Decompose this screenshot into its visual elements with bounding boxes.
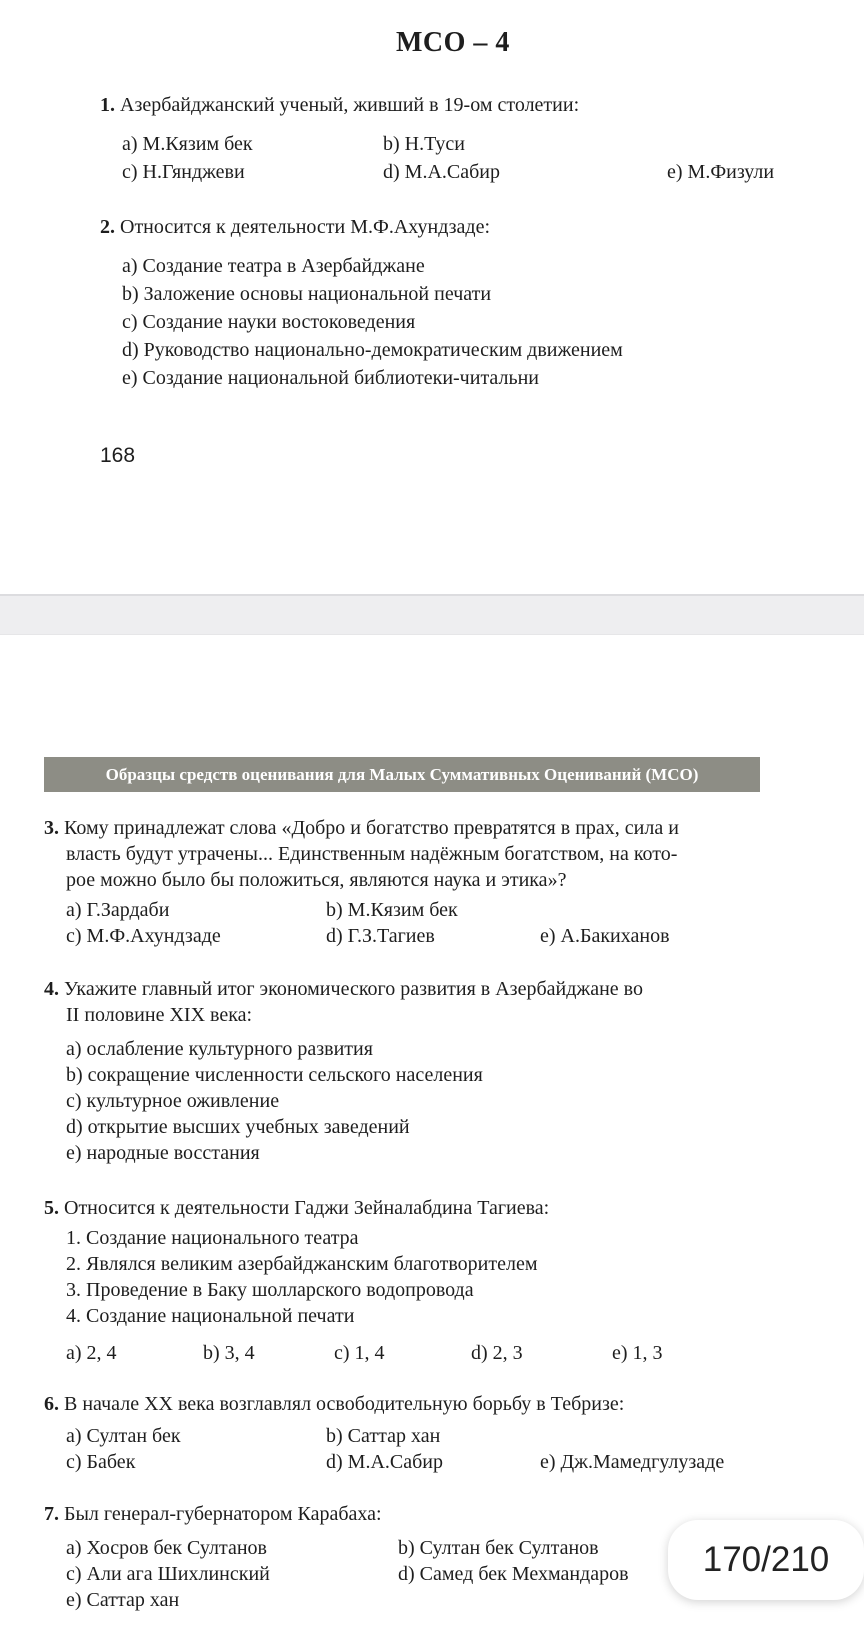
option-d: d) 2, 3 — [471, 1342, 523, 1364]
question-text-line: Кому принадлежат слова «Добро и богатство превратятся в прах, сила и — [64, 817, 679, 839]
section-banner: Образцы средств оценивания для Малых Суммативных Оцениваний (МСО) — [44, 757, 760, 792]
question-1 — [100, 92, 579, 118]
question-text-line: рое можно было бы положиться, являются наука и этика»? — [66, 869, 567, 891]
option-a: a) Султан бек — [66, 1425, 181, 1447]
option-c: c) Н.Гянджеви — [122, 161, 245, 183]
option-b: b) Н.Туси — [383, 133, 465, 155]
page-title: МСО – 4 — [396, 27, 510, 58]
option-e: e) Создание национальной библиотеки-читальни — [122, 367, 539, 389]
question-number: 7. — [44, 1503, 59, 1525]
option-a: a) Хосров бек Султанов — [66, 1537, 267, 1559]
question-number: 1. — [100, 94, 115, 116]
question-number: 3. — [44, 817, 59, 839]
option-c: c) Бабек — [66, 1451, 136, 1473]
question-text: Азербайджанский ученый, живший в 19-ом столетии: — [120, 94, 580, 116]
statement-item: 2. Являлся великим азербайджанским благотворителем — [66, 1253, 538, 1275]
page-number: 168 — [100, 444, 136, 467]
option-d: d) Самед бек Мехмандаров — [398, 1563, 629, 1585]
option-e: e) А.Бакиханов — [540, 925, 670, 947]
option-b: b) 3, 4 — [203, 1342, 255, 1364]
option-e: e) Дж.Мамедгулузаде — [540, 1451, 725, 1473]
page-separator — [0, 594, 864, 635]
statement-item: 1. Создание национального театра — [66, 1227, 359, 1249]
question-text: Был генерал-губернатором Карабаха: — [64, 1503, 382, 1525]
option-a: a) Г.Зардаби — [66, 899, 170, 921]
option-d: d) М.А.Сабир — [326, 1451, 443, 1473]
option-c: c) культурное оживление — [66, 1090, 280, 1112]
option-a: a) ослабление культурного развития — [66, 1038, 373, 1060]
option-b: b) М.Кязим бек — [326, 899, 458, 921]
question-text-line: II половине XIX века: — [66, 1004, 253, 1026]
option-e: e) М.Физули — [667, 161, 775, 183]
option-b: b) Султан бек Султанов — [398, 1537, 599, 1559]
option-d: d) М.А.Сабир — [383, 161, 500, 183]
question-text: Относится к деятельности М.Ф.Ахундзаде: — [120, 216, 491, 238]
option-d: d) Руководство национально-демократическим движением — [122, 339, 623, 361]
statement-item: 4. Создание национальной печати — [66, 1305, 355, 1327]
option-d: d) открытие высших учебных заведений — [66, 1116, 410, 1138]
option-b: b) сокращение численности сельского населения — [66, 1064, 483, 1086]
question-2 — [100, 214, 490, 240]
statement-item: 3. Проведение в Баку шолларского водопровода — [66, 1279, 474, 1301]
option-d: d) Г.З.Тагиев — [326, 925, 435, 947]
option-e: e) народные восстания — [66, 1142, 260, 1164]
page-counter-badge[interactable]: 170/210 — [668, 1520, 864, 1600]
option-c: c) Создание науки востоковедения — [122, 311, 416, 333]
option-a: a) М.Кязим бек — [122, 133, 253, 155]
question-number: 6. — [44, 1393, 59, 1415]
question-3 — [44, 815, 679, 841]
question-number: 5. — [44, 1197, 59, 1219]
question-6 — [44, 1391, 624, 1417]
question-text-line: Укажите главный итог экономического развития в Азербайджане во — [64, 978, 643, 1000]
option-c: c) 1, 4 — [334, 1342, 385, 1364]
question-number: 4. — [44, 978, 59, 1000]
option-a: a) 2, 4 — [66, 1342, 117, 1364]
option-e: e) 1, 3 — [612, 1342, 663, 1364]
option-b: b) Саттар хан — [326, 1425, 441, 1447]
option-c: c) М.Ф.Ахундзаде — [66, 925, 221, 947]
question-7 — [44, 1501, 382, 1527]
option-e: e) Саттар хан — [66, 1589, 180, 1611]
question-number: 2. — [100, 216, 115, 238]
question-text: В начале XX века возглавлял освободительную борьбу в Тебризе: — [64, 1393, 625, 1415]
option-c: c) Али ага Шихлинский — [66, 1563, 270, 1585]
question-4 — [44, 976, 643, 1002]
question-text-line: власть будут утрачены... Единственным надёжным богатством, на кото- — [66, 843, 678, 865]
option-b: b) Заложение основы национальной печати — [122, 283, 492, 305]
option-a: a) Создание театра в Азербайджане — [122, 255, 425, 277]
question-5 — [44, 1195, 549, 1221]
question-text: Относится к деятельности Гаджи Зейналабдина Тагиева: — [64, 1197, 550, 1219]
